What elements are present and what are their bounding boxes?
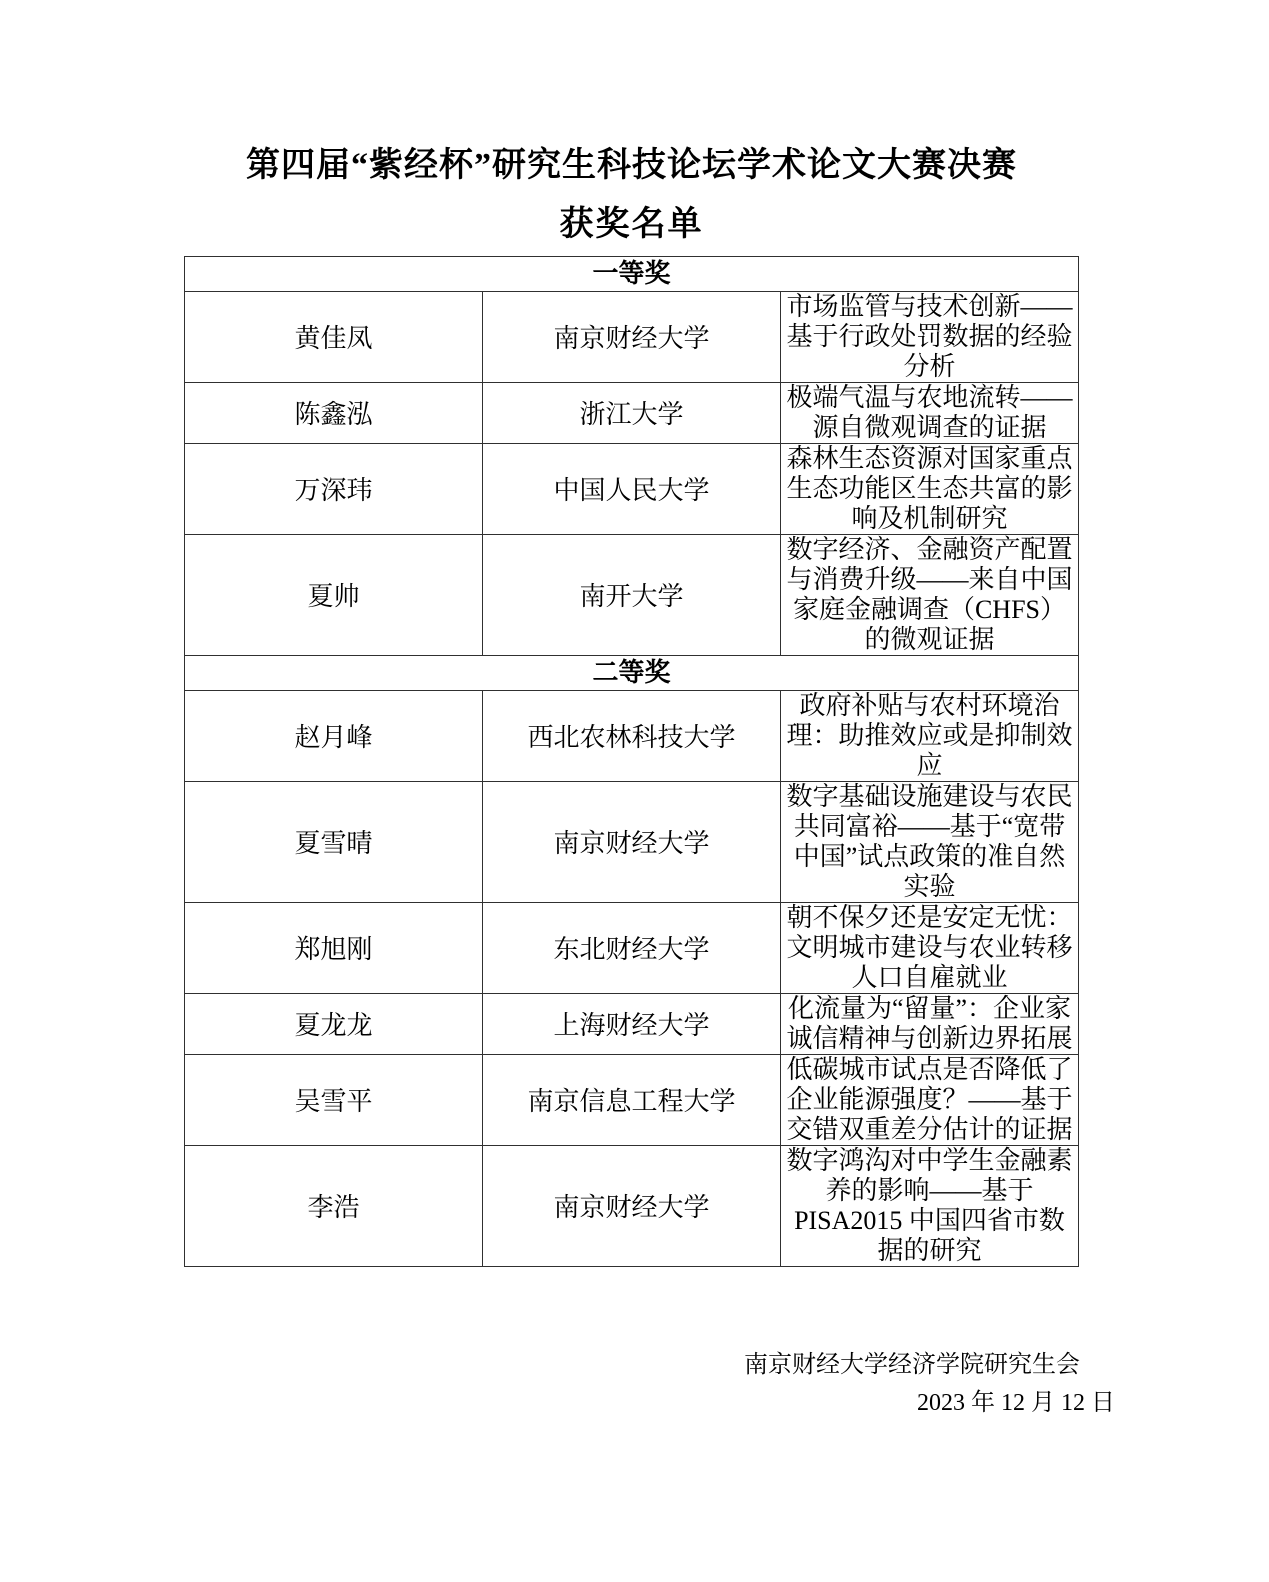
paper-title-cell: 低碳城市试点是否降低了企业能源强度？——基于交错双重差分估计的证据 <box>781 1054 1079 1145</box>
award-row <box>185 1145 1079 1266</box>
winner-name-cell: 陈鑫泓 <box>185 382 483 443</box>
winner-name-cell: 万深玮 <box>185 443 483 534</box>
award-row <box>185 690 1079 781</box>
winner-name-cell: 夏龙龙 <box>185 993 483 1054</box>
paper-title-cell: 市场监管与技术创新——基于行政处罚数据的经验分析 <box>781 291 1079 382</box>
winner-name-cell: 赵月峰 <box>185 690 483 781</box>
document-title: 第四届“紫经杯”研究生科技论坛学术论文大赛决赛 <box>246 147 1017 184</box>
university-cell: 南京财经大学 <box>483 291 781 382</box>
paper-title-cell: 数字基础设施建设与农民共同富裕——基于“宽带中国”试点政策的准自然实验 <box>781 781 1079 902</box>
university-cell: 中国人民大学 <box>483 443 781 534</box>
award-row <box>185 902 1079 993</box>
winner-name-cell: 夏雪晴 <box>185 781 483 902</box>
prize-section-label: 二等奖 <box>185 655 1079 690</box>
paper-title-cell: 数字鸿沟对中学生金融素养的影响——基于PISA2015 中国四省市数据的研究 <box>781 1145 1079 1266</box>
prize-section-label: 一等奖 <box>185 256 1079 291</box>
university-cell: 浙江大学 <box>483 382 781 443</box>
award-row <box>185 1054 1079 1145</box>
winner-name-cell: 李浩 <box>185 1145 483 1266</box>
award-row <box>185 993 1079 1054</box>
signature-block <box>0 1346 1269 1422</box>
paper-title-cell: 森林生态资源对国家重点生态功能区生态共富的影响及机制研究 <box>781 443 1079 534</box>
paper-title-cell: 极端气温与农地流转——源自微观调查的证据 <box>781 382 1079 443</box>
award-row <box>185 291 1079 382</box>
university-cell: 南开大学 <box>483 534 781 655</box>
award-row <box>185 382 1079 443</box>
award-row <box>185 443 1079 534</box>
paper-title-cell: 数字经济、金融资产配置与消费升级——来自中国家庭金融调查（CHFS）的微观证据 <box>781 534 1079 655</box>
awards-table-body <box>185 256 1079 1266</box>
signature-organization: 南京财经大学经济学院研究生会 <box>744 1351 1080 1378</box>
university-cell: 南京信息工程大学 <box>483 1054 781 1145</box>
winner-name-cell: 郑旭刚 <box>185 902 483 993</box>
university-cell: 南京财经大学 <box>483 781 781 902</box>
document-subtitle: 获奖名单 <box>559 205 704 243</box>
paper-title-cell: 政府补贴与农村环境治理：助推效应或是抑制效应 <box>781 690 1079 781</box>
university-cell: 西北农林科技大学 <box>483 690 781 781</box>
award-row <box>185 781 1079 902</box>
prize-section-row <box>185 655 1079 690</box>
university-cell: 上海财经大学 <box>483 993 781 1054</box>
award-row <box>185 534 1079 655</box>
winner-name-cell: 吴雪平 <box>185 1054 483 1145</box>
paper-title-cell: 化流量为“留量”：企业家诚信精神与创新边界拓展 <box>781 993 1079 1054</box>
awards-table <box>184 256 1079 1267</box>
paper-title-cell: 朝不保夕还是安定无忧：文明城市建设与农业转移人口自雇就业 <box>781 902 1079 993</box>
signature-date: 2023 年 12 月 12 日 <box>917 1389 1115 1416</box>
prize-section-row <box>185 256 1079 291</box>
university-cell: 南京财经大学 <box>483 1145 781 1266</box>
winner-name-cell: 黄佳凤 <box>185 291 483 382</box>
university-cell: 东北财经大学 <box>483 902 781 993</box>
document-content <box>184 0 1079 1267</box>
winner-name-cell: 夏帅 <box>185 534 483 655</box>
